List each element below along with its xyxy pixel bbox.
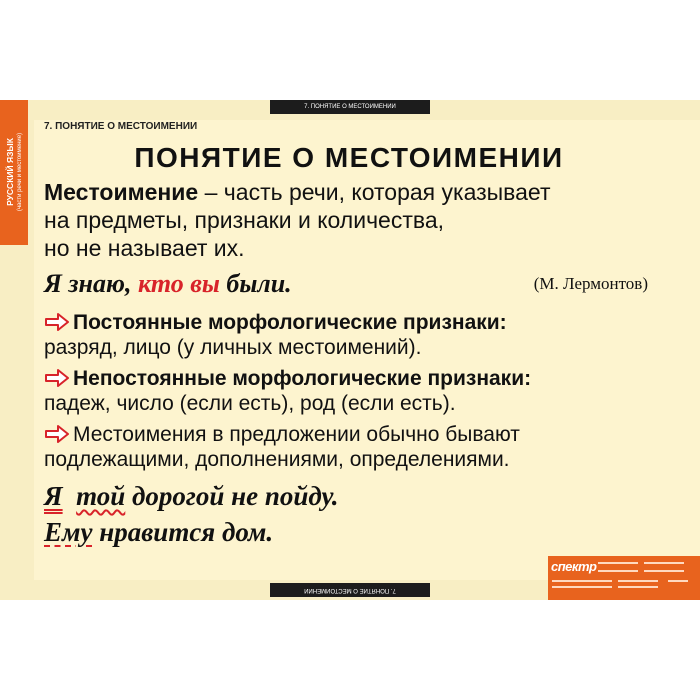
- definition-line-1: – часть речи, которая указывает: [198, 179, 551, 205]
- fine-print-line: [644, 562, 684, 564]
- example-row: [44, 264, 654, 304]
- fine-print-line: [598, 562, 638, 564]
- point-variable-features: [44, 366, 654, 416]
- point-2-heading: Непостоянные морфологические признаки:: [73, 367, 532, 390]
- arrow-right-icon: [44, 313, 70, 331]
- point-3-line-1: Местоимения в предложении обычно бывают: [73, 423, 520, 446]
- example-part-1: Я знаю,: [44, 269, 138, 298]
- example-quote: [44, 269, 292, 298]
- point-3-line-2: подлежащими, дополнениями, определениями.: [44, 448, 510, 471]
- definition-line-2: на предметы, признаки и количества,: [44, 207, 445, 233]
- publisher-logo: спектр: [551, 559, 597, 574]
- point-2-text: падеж, число (если есть), род (если есть).: [44, 392, 456, 415]
- definition: [44, 178, 654, 262]
- sentence-2-object: Ему: [44, 517, 93, 547]
- fine-print-line: [668, 580, 688, 582]
- example-highlight: кто вы: [137, 269, 220, 298]
- publisher-box: [548, 556, 700, 600]
- fine-print-line: [618, 586, 658, 588]
- main-content: [44, 142, 654, 550]
- sentence-1-subject: Я: [44, 481, 63, 511]
- section-label: 7. ПОНЯТИЕ О МЕСТОИМЕНИИ: [44, 121, 198, 132]
- arrow-right-icon: [44, 369, 70, 387]
- fine-print-line: [618, 580, 658, 582]
- subject-label: РУССКИЙ ЯЗЫК: [4, 138, 15, 206]
- example-author: (М. Лермонтов): [533, 274, 648, 293]
- sentence-1-attribute: той: [76, 481, 126, 511]
- fine-print-line: [644, 570, 684, 572]
- example-part-3: были.: [219, 269, 292, 298]
- subject-subtitle: (части речи и местоимение): [16, 132, 23, 212]
- point-1-heading: Постоянные морфологические признаки:: [73, 311, 507, 334]
- poster: [0, 100, 700, 600]
- sentence-2-rest: нравится дом.: [92, 517, 274, 547]
- top-title-bar: 7. ПОНЯТИЕ О МЕСТОИМЕНИИ: [270, 100, 430, 114]
- fine-print-line: [552, 586, 612, 588]
- fine-print-line: [598, 570, 638, 572]
- fine-print-line: [552, 580, 612, 582]
- definition-term: Местоимение: [44, 179, 199, 205]
- page-title: ПОНЯТИЕ О МЕСТОИМЕНИИ: [134, 142, 564, 173]
- point-constant-features: [44, 310, 654, 360]
- arrow-right-icon: [44, 425, 70, 443]
- example-sentence-1: [44, 478, 654, 514]
- subject-side-tab: [0, 100, 28, 245]
- bottom-title-bar: 7. ПОНЯТИЕ О МЕСТОИМЕНИИ: [270, 583, 430, 597]
- point-syntactic-role: [44, 422, 654, 472]
- sentence-1-rest: дорогой не пойду.: [125, 481, 339, 511]
- point-1-text: разряд, лицо (у личных местоимений).: [44, 336, 422, 359]
- example-sentence-2: [44, 514, 654, 550]
- side-tab-text: [6, 133, 23, 211]
- definition-line-3: но не называет их.: [44, 235, 245, 261]
